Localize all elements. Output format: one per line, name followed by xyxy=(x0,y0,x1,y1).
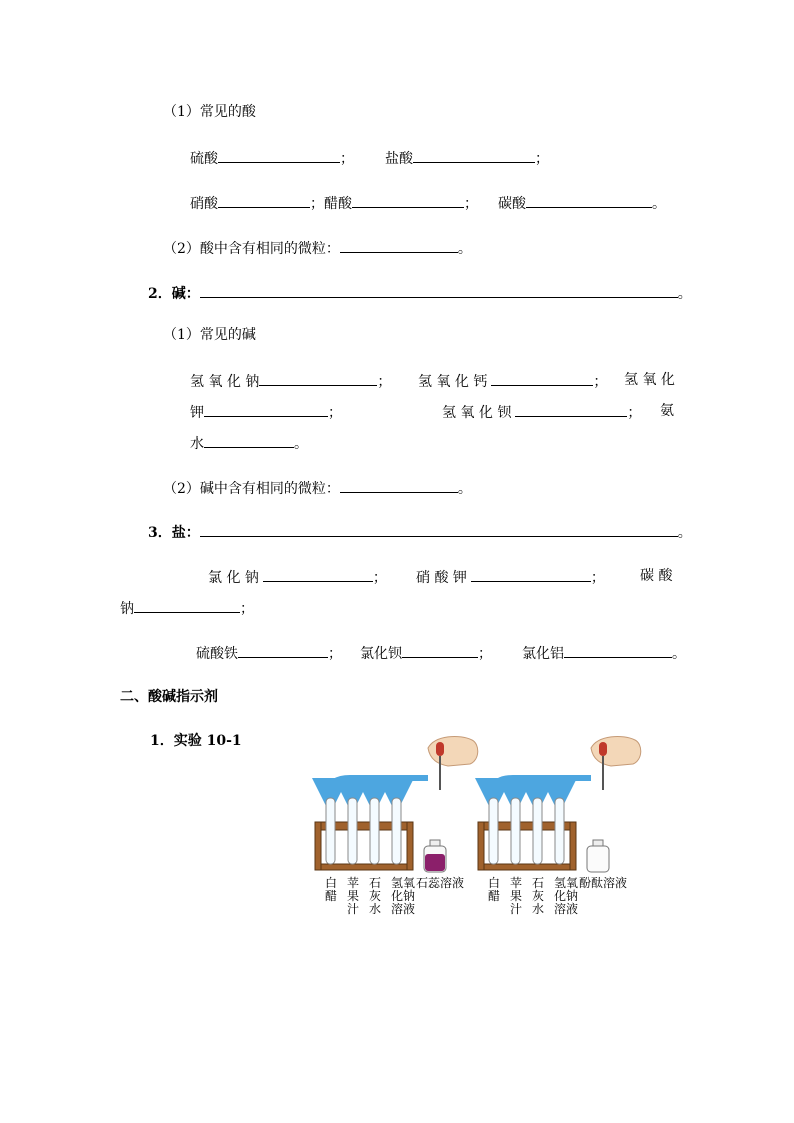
base-caoh2-label: 氢 氧 化 钙 xyxy=(418,374,488,390)
right-tube-label-4: 氢氧化钠溶液 xyxy=(553,876,578,916)
salt-kno3-blank[interactable] xyxy=(471,567,591,582)
salt-nacl-blank[interactable] xyxy=(263,567,373,582)
tube-left-4 xyxy=(392,798,401,864)
acid-row-1 xyxy=(190,148,354,168)
tube-left-2 xyxy=(348,798,357,864)
base-common-particle-label: （2）碱中含有相同的微粒： xyxy=(163,481,340,497)
salt-na2co3-label-b: 钠 xyxy=(120,601,134,617)
semicolon: ； xyxy=(240,601,254,617)
acid-ch3cooh-blank[interactable] xyxy=(352,193,464,208)
rack-left-base xyxy=(315,864,413,870)
arrow-right-4 xyxy=(559,778,577,796)
salt-nacl xyxy=(208,567,387,587)
base-caoh2-blank[interactable] xyxy=(491,371,593,386)
right-tube-label-3: 石灰水 xyxy=(531,876,544,916)
base-common-particle-blank[interactable] xyxy=(340,478,458,493)
rack-right-post-l xyxy=(478,822,484,870)
salt-fe2so43-label: 硫酸铁 xyxy=(196,646,238,662)
right-tube-label-1: 白醋 xyxy=(487,876,500,903)
salt-heading-line xyxy=(148,522,692,542)
salt-definition-blank[interactable] xyxy=(200,522,678,537)
period: 。 xyxy=(457,241,472,257)
semicolon: ； xyxy=(478,646,492,662)
acid-h2so4-blank[interactable] xyxy=(218,148,340,163)
acid-subheading-1: （1）常见的酸 xyxy=(163,104,256,120)
base-nh3-label-a: 氨 xyxy=(660,403,674,419)
tube-right-2 xyxy=(511,798,520,864)
tube-left-3 xyxy=(370,798,379,864)
semicolon: ； xyxy=(372,570,387,586)
left-tube-label-1: 白醋 xyxy=(324,876,337,903)
salt-na2co3 xyxy=(120,598,254,618)
base-caoh2 xyxy=(418,371,607,391)
salt-nacl-label: 氯 化 钠 xyxy=(208,570,259,586)
acid-subheading-2 xyxy=(163,238,472,258)
dropper-bulb-right xyxy=(599,742,607,756)
base-koh-blank[interactable] xyxy=(204,402,328,417)
acid-row-2a xyxy=(190,193,478,213)
base-naoh-label: 氢 氧 化 钠 xyxy=(190,374,260,390)
base-koh-label-b: 钾 xyxy=(190,405,204,421)
acid-row-2b xyxy=(498,193,666,213)
semicolon: ； xyxy=(328,646,342,662)
semicolon: ； xyxy=(464,196,478,212)
semicolon: ； xyxy=(593,374,608,390)
base-koh-label-a: 氢 氧 化 xyxy=(624,372,675,388)
semicolon: ； xyxy=(310,196,324,212)
salt-na2co3-blank[interactable] xyxy=(134,598,240,613)
right-tube-label-2: 苹果汁 xyxy=(509,876,522,916)
acid-h2co3-blank[interactable] xyxy=(526,193,652,208)
arrow-left-4 xyxy=(396,778,414,796)
salt-row-3b xyxy=(360,643,492,663)
salt-alcl3-blank[interactable] xyxy=(564,643,672,658)
period: 。 xyxy=(457,481,472,497)
acid-hcl-label: 盐酸 xyxy=(385,151,413,167)
period: 。 xyxy=(677,286,692,302)
hand-left xyxy=(428,736,478,766)
semicolon: ； xyxy=(590,570,605,586)
litmus-bottle-cap xyxy=(430,840,440,846)
salt-fe2so43-blank[interactable] xyxy=(238,643,328,658)
acid-hno3-label: 硝酸 xyxy=(190,196,218,212)
base-nh3 xyxy=(190,433,308,453)
semicolon: ； xyxy=(535,151,549,167)
base-koh xyxy=(190,402,342,422)
acid-ch3cooh-label: 醋酸 xyxy=(324,196,352,212)
phenolphthalein-label: 酚酞溶液 xyxy=(579,876,628,890)
litmus-label: 石蕊溶液 xyxy=(416,876,465,890)
base-heading-line xyxy=(148,283,692,303)
left-tube-label-3: 石灰水 xyxy=(368,876,381,916)
acid-row-1b xyxy=(385,148,549,168)
base-naoh-blank[interactable] xyxy=(259,371,377,386)
dropper-bulb-left xyxy=(436,742,444,756)
acid-hno3-blank[interactable] xyxy=(218,193,310,208)
salt-row-3c xyxy=(522,643,686,663)
arrow-right-3 xyxy=(537,778,555,796)
period: 。 xyxy=(677,525,692,541)
salt-bacl2-label: 氯化钡 xyxy=(360,646,402,662)
salt-bacl2-blank[interactable] xyxy=(402,643,478,658)
semicolon: ； xyxy=(627,405,642,421)
base-naoh xyxy=(190,371,391,391)
left-tube-label-4: 氢氧化钠溶液 xyxy=(390,876,415,916)
tube-left-1 xyxy=(326,798,335,864)
rack-right-base xyxy=(478,864,576,870)
base-subheading-1: （1）常见的碱 xyxy=(163,327,256,343)
acid-h2co3-label: 碳酸 xyxy=(498,196,526,212)
left-setup xyxy=(315,736,478,872)
left-tube-label-2: 苹果汁 xyxy=(346,876,359,916)
base-nh3-blank[interactable] xyxy=(204,433,294,448)
phenolphthalein-bottle-cap xyxy=(593,840,603,846)
base-definition-blank[interactable] xyxy=(200,283,678,298)
salt-alcl3-label: 氯化铝 xyxy=(522,646,564,662)
acid-common-particle-label: （2）酸中含有相同的微粒： xyxy=(163,241,340,257)
arrow-right-2 xyxy=(515,778,533,796)
experiment-figure xyxy=(310,730,660,935)
acid-common-particle-blank[interactable] xyxy=(340,238,458,253)
acid-hcl-blank[interactable] xyxy=(413,148,535,163)
salt-na2co3-label-a: 碳 酸 xyxy=(640,568,673,584)
semicolon: ； xyxy=(377,374,392,390)
base-nh3-label-b: 水 xyxy=(190,436,204,452)
phenolphthalein-bottle xyxy=(587,846,609,872)
rack-left-post-l xyxy=(315,822,321,870)
salt-heading: 3．盐： xyxy=(148,525,200,541)
litmus-liquid xyxy=(425,854,445,871)
base-baoh2 xyxy=(442,402,641,422)
semicolon: ； xyxy=(340,151,354,167)
base-subheading-2 xyxy=(163,478,472,498)
salt-row-3a xyxy=(196,643,342,663)
acid-h2so4-label: 硫酸 xyxy=(190,151,218,167)
semicolon: ； xyxy=(328,405,342,421)
section-2-title: 二、酸碱指示剂 xyxy=(120,689,218,705)
base-baoh2-label: 氢 氧 化 钡 xyxy=(442,405,512,421)
rack-right-post-r xyxy=(570,822,576,870)
salt-kno3-label: 硝 酸 钾 xyxy=(416,570,467,586)
tube-right-1 xyxy=(489,798,498,864)
tube-right-3 xyxy=(533,798,542,864)
base-heading: 2．碱： xyxy=(148,286,200,302)
experiment-heading: 1．实验 10-1 xyxy=(150,733,242,749)
period: 。 xyxy=(672,646,686,662)
salt-kno3 xyxy=(416,567,605,587)
rack-left-post-r xyxy=(407,822,413,870)
tube-right-4 xyxy=(555,798,564,864)
arrow-left-3 xyxy=(374,778,392,796)
arrow-left-2 xyxy=(352,778,370,796)
right-setup xyxy=(478,736,641,872)
base-baoh2-blank[interactable] xyxy=(515,402,627,417)
hand-right xyxy=(591,736,641,766)
experiment-illustration xyxy=(310,730,660,880)
period: 。 xyxy=(652,196,666,212)
period: 。 xyxy=(294,436,308,452)
